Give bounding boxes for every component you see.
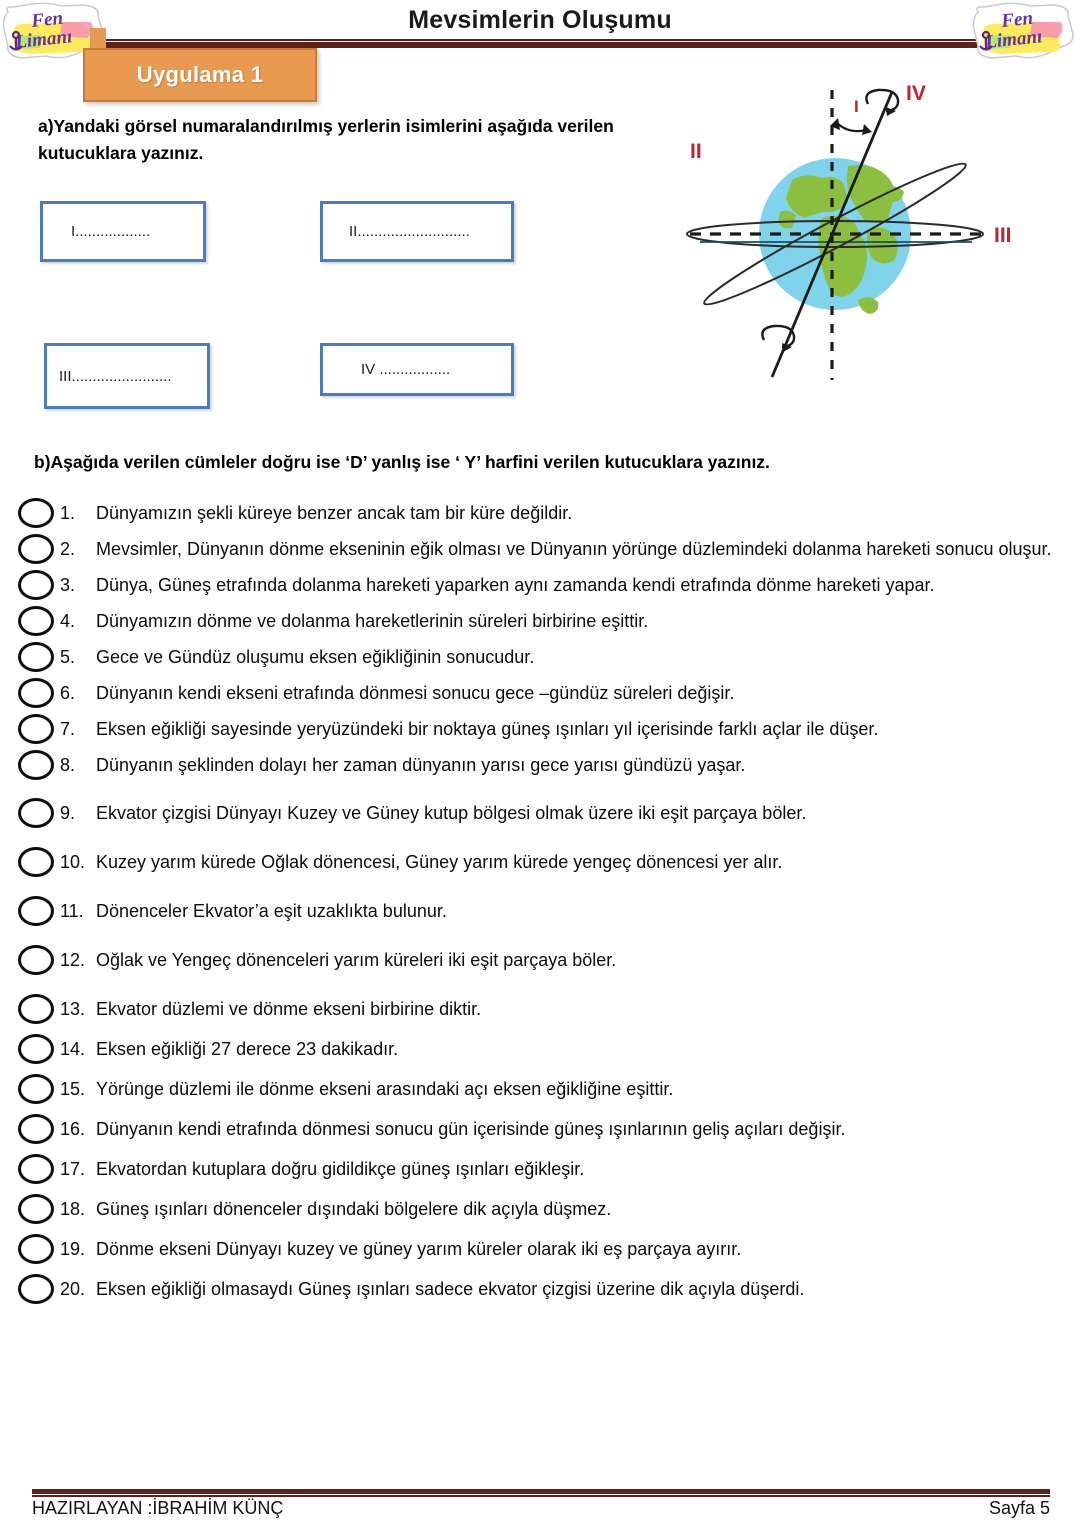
statement-row-15 — [0, 1072, 1080, 1106]
statement-text-1: Dünyamızın şekli küreye benzer ancak tam bir küre değildir. — [96, 503, 573, 523]
answer-circle-10[interactable] — [18, 845, 60, 879]
statement-row-3 — [0, 568, 1080, 602]
answer-circle-12[interactable] — [18, 943, 60, 977]
uygulama-badge — [83, 48, 317, 102]
statement-text-14: Eksen eğikliği 27 derece 23 dakikadır. — [96, 1039, 399, 1059]
statement-number-1: 1. — [60, 503, 76, 523]
answer-circle-14[interactable] — [18, 1032, 60, 1066]
statement-number-3: 3. — [60, 575, 76, 595]
statement-text-13: Ekvator düzlemi ve dönme ekseni birbirine diktir. — [96, 999, 482, 1019]
statement-text-4: Dünyamızın dönme ve dolanma hareketlerinin süreleri birbirine eşittir. — [96, 611, 649, 631]
svg-text:Limanı: Limanı — [14, 26, 74, 53]
statement-text-7: Eksen eğikliği sayesinde yeryüzündeki bir noktaya güneş ışınları yıl içerisinde farklı açlar ile düşer. — [96, 719, 879, 739]
answer-circle-1[interactable] — [18, 496, 60, 530]
answer-circle-6[interactable] — [18, 676, 60, 710]
prepared-by-label: HAZIRLAYAN :İBRAHİM KÜNÇ — [32, 1498, 284, 1518]
statement-text-12: Oğlak ve Yengeç dönenceleri yarım küreleri iki eşit parçaya böler. — [96, 950, 617, 970]
statement-row-4 — [0, 604, 1080, 638]
statement-number-10: 10. — [60, 852, 86, 872]
statement-row-10 — [0, 845, 1080, 879]
answer-circle-7[interactable] — [18, 712, 60, 746]
answer-circle-5[interactable] — [18, 640, 60, 674]
answer-circle-18[interactable] — [18, 1192, 60, 1226]
question-a-prompt: a)Yandaki görsel numaralandırılmış yerlerin isimlerini aşağıda verilen kutucuklara yazınız. — [38, 116, 614, 163]
statement-text-8: Dünyanın şeklinden dolayı her zaman dünyanın yarısı gece yarısı gündüzü yaşar. — [96, 755, 746, 775]
answer-box-1[interactable] — [40, 201, 206, 262]
statement-row-5 — [0, 640, 1080, 674]
question-b-prompt: b)Aşağıda verilen cümleler doğru ise ‘D’ yanlış ise ‘ Y’ harfini verilen kutucuklara yazınız. — [34, 452, 770, 472]
statement-number-14: 14. — [60, 1039, 86, 1059]
statement-list — [0, 496, 1080, 1312]
statement-row-14 — [0, 1032, 1080, 1066]
statement-text-3: Dünya, Güneş etrafında dolanma hareketi yaparken aynı zamanda kendi etrafında dönme hareketi yapar. — [96, 575, 935, 595]
statement-number-13: 13. — [60, 999, 86, 1019]
statement-number-4: 4. — [60, 611, 76, 631]
statement-row-11 — [0, 894, 1080, 928]
answer-circle-16[interactable] — [18, 1112, 60, 1146]
diagram-label-I: I — [854, 97, 859, 116]
answer-box-2[interactable] — [320, 201, 514, 262]
answer-box-1-label: I.................. — [71, 223, 151, 240]
statement-row-12 — [0, 943, 1080, 977]
statement-text-17: Ekvatordan kutuplara doğru gidildikçe güneş ışınları eğikleşir. — [96, 1159, 585, 1179]
statement-text-16: Dünyanın kendi etrafında dönmesi sonucu gün içerisinde güneş ışınlarının geliş açıları değişir. — [96, 1119, 846, 1139]
statement-text-2: Mevsimler, Dünyanın dönme ekseninin eğik olması ve Dünyanın yörünge düzlemindeki dolanma hareketi sonucu oluşur. — [96, 539, 1052, 559]
svg-text:Limanı: Limanı — [984, 26, 1044, 53]
answer-circle-8[interactable] — [18, 748, 60, 782]
statement-text-19: Dönme ekseni Dünyayı kuzey ve güney yarım küreler olarak iki eş parçaya ayırır. — [96, 1239, 742, 1259]
statement-number-11: 11. — [60, 901, 84, 921]
diagram-label-IV: IV — [906, 82, 926, 105]
answer-circle-4[interactable] — [18, 604, 60, 638]
statement-number-5: 5. — [60, 647, 76, 667]
statement-text-15: Yörünge düzlemi ile dönme ekseni arasındaki açı eksen eğikliğine eşittir. — [96, 1079, 674, 1099]
answer-box-2-label: II........................... — [349, 223, 470, 240]
statement-text-5: Gece ve Gündüz oluşumu eksen eğikliğinin sonucudur. — [96, 647, 535, 667]
statement-row-18 — [0, 1192, 1080, 1226]
statement-row-8 — [0, 748, 1080, 782]
statement-text-20: Eksen eğikliği olmasaydı Güneş ışınları sadece ekvator çizgisi üzerine dik açıyla düşerdi. — [96, 1279, 805, 1299]
answer-circle-20[interactable] — [18, 1272, 60, 1306]
page-number-label: Sayfa 5 — [988, 1498, 1050, 1518]
statement-row-19 — [0, 1232, 1080, 1266]
answer-circle-15[interactable] — [18, 1072, 60, 1106]
uygulama-badge-label: Uygulama 1 — [136, 62, 264, 87]
statement-number-8: 8. — [60, 755, 76, 775]
statement-text-11: Dönenceler Ekvator’a eşit uzaklıkta bulunur. — [96, 901, 447, 921]
statement-number-19: 19. — [60, 1239, 86, 1259]
statement-row-16 — [0, 1112, 1080, 1146]
answer-circle-3[interactable] — [18, 568, 60, 602]
answer-circle-13[interactable] — [18, 992, 60, 1026]
statement-text-6: Dünyanın kendi ekseni etrafında dönmesi sonucu gece –gündüz süreleri değişir. — [96, 683, 735, 703]
statement-number-18: 18. — [60, 1199, 86, 1219]
statement-number-17: 17. — [60, 1159, 86, 1179]
page-header — [0, 0, 1080, 52]
statement-number-6: 6. — [60, 683, 76, 703]
statement-row-2 — [0, 532, 1080, 566]
header-divider — [88, 39, 992, 48]
diagram-label-II: II — [690, 140, 702, 163]
statement-number-20: 20. — [60, 1279, 86, 1299]
statement-text-18: Güneş ışınları dönenceler dışındaki bölgelere dik açıyla düşmez. — [96, 1199, 612, 1219]
statement-number-16: 16. — [60, 1119, 86, 1139]
statement-row-17 — [0, 1152, 1080, 1186]
statement-number-2: 2. — [60, 539, 76, 559]
answer-box-3[interactable] — [44, 343, 210, 409]
diagram-label-III: III — [994, 224, 1012, 247]
statement-number-7: 7. — [60, 719, 76, 739]
svg-text:Fen: Fen — [1000, 7, 1035, 32]
answer-box-4-label: IV ................. — [361, 361, 451, 378]
statement-number-15: 15. — [60, 1079, 86, 1099]
statement-number-12: 12. — [60, 950, 86, 970]
statement-row-7 — [0, 712, 1080, 746]
page-title: Mevsimlerin Oluşumu — [408, 6, 672, 34]
statement-row-6 — [0, 676, 1080, 710]
answer-circle-2[interactable] — [18, 532, 60, 566]
statement-row-13 — [0, 992, 1080, 1026]
statement-text-10: Kuzey yarım kürede Oğlak dönencesi, Güney yarım kürede yengeç dönencesi yer alır. — [96, 852, 783, 872]
answer-box-3-label: III........................ — [59, 367, 172, 385]
fen-limani-logo-right — [972, 2, 1076, 62]
statement-number-9: 9. — [60, 803, 76, 823]
statement-text-9: Ekvator çizgisi Dünyayı Kuzey ve Güney kutup bölgesi olmak üzere iki eşit parçaya böler. — [96, 803, 807, 823]
earth-axis-tilt-diagram — [672, 62, 1072, 422]
answer-circle-19[interactable] — [18, 1232, 60, 1266]
page-footer — [32, 1498, 1050, 1519]
answer-circle-17[interactable] — [18, 1152, 60, 1186]
footer-divider — [32, 1489, 1050, 1497]
answer-circle-9[interactable] — [18, 796, 60, 830]
statement-row-1 — [0, 496, 1080, 530]
answer-circle-11[interactable] — [18, 894, 60, 928]
statement-row-9 — [0, 796, 1080, 830]
statement-row-20 — [0, 1272, 1080, 1306]
answer-box-4[interactable] — [320, 343, 514, 396]
svg-text:Fen: Fen — [30, 7, 65, 32]
